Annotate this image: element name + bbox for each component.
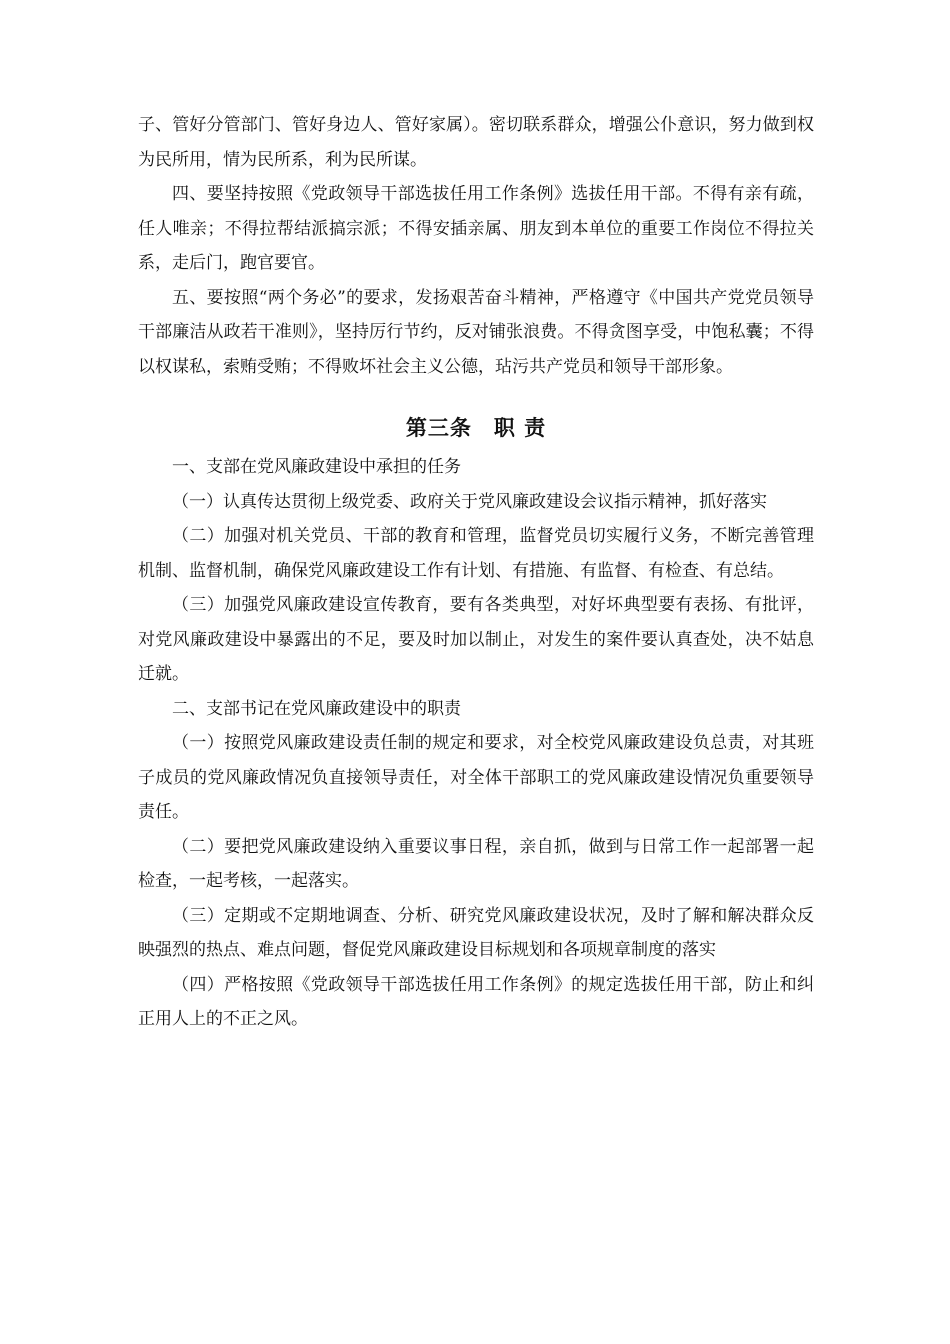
paragraph-duty-1: （一）按照党风廉政建设责任制的规定和要求，对全校党风廉政建设负总责，对其班子成员的党风廉政情况负直接领导责任，对全体干部职工的党风廉政建设情况负重要领导责任。 [138,733,814,822]
subsection-title-secretary-duties: 二、支部书记在党风廉政建设中的职责 [172,698,461,719]
section-heading: 第三条 职 责 [405,415,547,440]
paragraph-continuation: 子、管好分管部门、管好身边人、管好家属）。密切联系群众，增强公仆意识，努力做到权为民所用，情为民所系，利为民所谋。 [138,115,814,170]
paragraph-item-four: 四、要坚持按照《党政领导干部选拔任用工作条例》选拔任用干部。不得有亲有疏，任人唯亲；不得拉帮结派搞宗派；不得安插亲属、朋友到本单位的重要工作岗位不得拉关系，走后门，跑官要官。 [138,184,814,273]
subsection-title-branch-tasks: 一、支部在党风廉政建设中承担的任务 [172,457,461,477]
document-body [138,108,814,1037]
paragraph-task-1: （一）认真传达贯彻上级党委、政府关于党风廉政建设会议指示精神，抓好落实 [172,491,767,512]
paragraph-duty-4: （四）严格按照《党政领导干部选拔任用工作条例》的规定选拔任用干部，防止和纠正用人上的不正之风。 [138,974,814,1029]
paragraph-item-five: 五、要按照“两个务必”的要求，发扬艰苦奋斗精神，严格遵守《中国共产党党员领导干部廉洁从政若干准则》，坚持厉行节约，反对铺张浪费。不得贪图享受，中饱私囊；不得以权谋私，索贿受贿；不得败坏社会主义公德，玷污共产党员和领导干部形象。 [138,287,814,377]
paragraph-task-2: （二）加强对机关党员、干部的教育和管理，监督党员切实履行义务，不断完善管理机制、监督机制，确保党风廉政建设工作有计划、有措施、有监督、有检查、有总结。 [138,526,814,581]
paragraph-duty-3: （三）定期或不定期地调查、分析、研究党风廉政建设状况，及时了解和解决群众反映强烈的热点、难点问题，督促党风廉政建设目标规划和各项规章制度的落实 [138,905,814,960]
paragraph-duty-2: （二）要把党风廉政建设纳入重要议事日程，亲自抓，做到与日常工作一起部署一起检查，一起考核，一起落实。 [138,836,814,891]
paragraph-task-3: （三）加强党风廉政建设宣传教育，要有各类典型，对好坏典型要有表扬、有批评，对党风廉政建设中暴露出的不足，要及时加以制止，对发生的案件要认真查处，决不姑息迁就。 [138,595,814,684]
